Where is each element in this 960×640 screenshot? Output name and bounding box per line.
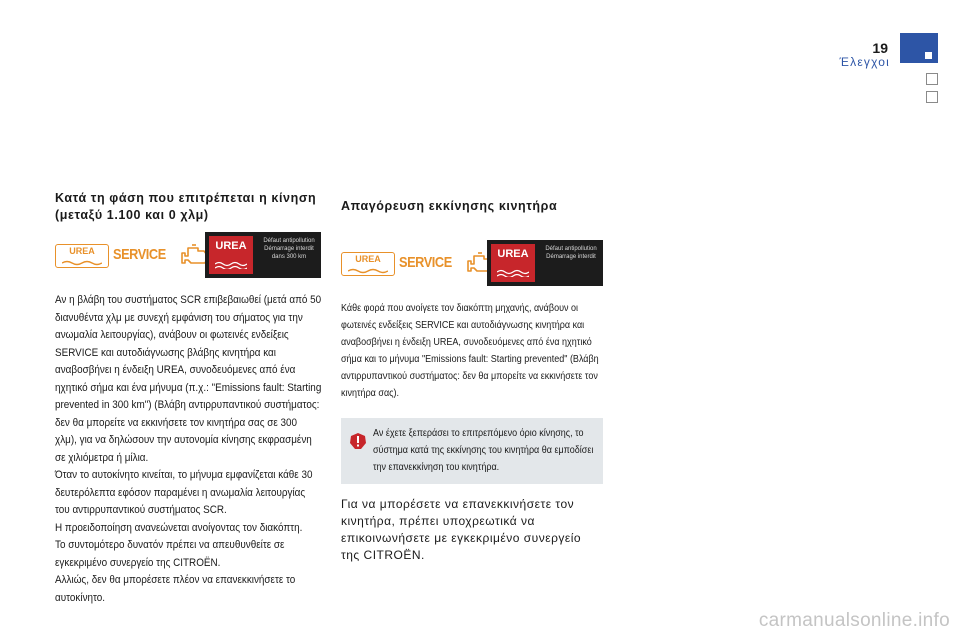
wave-icon	[497, 269, 529, 277]
paragraph: Αν η βλάβη του συστήματος SCR επιβεβαιωθεί (μετά από 50 διανυθέντα χλμ με συνεχή εμφάνιση του σήματος για την ανωμαλία λειτουργίας), ανάβουν οι φωτεινές ενδείξεις SERVICE και αυτοδιάγνωσης βλάβης κινητήρα και αναβοσβήνει η ένδειξη UREA, συνοδευόμενες από ένα ηχητικό σήμα και ένα μήνυμα (π.χ.: "Emissions fault: Starting prevented in 300 km") (Βλάβη αντιρρυπαντικού συστήματος: δεν θα μπορείτε να εκκινήσετε τον κινητήρα σας σε 300 χλμ), για να δηλώσουν την αυτονομία κίνησης εκφρασμένη σε χιλιόμετρα ή μίλια.	[55, 294, 322, 464]
urea-display-badge	[209, 236, 253, 274]
right-body-text	[341, 300, 602, 402]
wave-icon	[215, 261, 247, 269]
nav-box-1[interactable]	[926, 73, 938, 85]
warning-lights-row	[341, 240, 603, 286]
wave-icon	[62, 260, 102, 266]
wave-icon	[348, 268, 388, 274]
urea-display-screen	[487, 240, 603, 286]
urea-display-screen	[205, 232, 321, 278]
paragraph: Αλλιώς, δεν θα μπορέσετε πλέον να επανεκκινήσετε το αυτοκίνητο.	[55, 574, 296, 604]
left-heading: Κατά τη φάση που επιτρέπεται η κίνηση (μεταξύ 1.100 και 0 χλμ)	[55, 191, 317, 222]
urea-display-badge	[491, 244, 535, 282]
urea-icon-label: UREA	[355, 254, 381, 264]
urea-warning-icon	[341, 252, 395, 276]
right-heading: Απαγόρευση εκκίνησης κινητήρα	[341, 199, 558, 213]
paragraph: Κάθε φορά που ανοίγετε τον διακόπτη μηχανής, ανάβουν οι φωτεινές ενδείξεις SERVICE και αυτοδιάγνωσης κινητήρα και αναβοσβήνει η ένδειξη UREA, συνοδευόμενες από ένα ηχητικό σήμα και το μήνυμα "Emissions fault: Starting prevented" (Βλάβη αντιρρυπαντικού συστήματος: δεν θα μπορείτε να εκκινήσετε τον κινητήρα σας).	[341, 303, 599, 399]
urea-warning-icon	[55, 244, 109, 268]
section-tab[interactable]	[900, 33, 938, 63]
final-instruction: Για να μπορέσετε να επανεκκινήσετε τον κινητήρα, πρέπει υποχρεωτικά να επικοινωνήσετε με εγκεκριμένο συνεργείο της CITROËN.	[341, 497, 582, 562]
display-message: Défaut antipollution Démarrage interdit	[545, 246, 597, 260]
nav-box-2[interactable]	[926, 91, 938, 103]
warning-notice-box	[341, 418, 603, 484]
warning-lights-row	[55, 232, 321, 278]
urea-badge-label: UREA	[215, 240, 247, 252]
right-column	[341, 190, 603, 564]
service-warning-icon: SERVICE	[399, 254, 452, 271]
urea-icon-label: UREA	[69, 246, 95, 256]
watermark: carmanualsonline.info	[758, 610, 950, 631]
paragraph: Το συντομότερο δυνατόν πρέπει να απευθυνθείτε σε εγκεκριμένο συνεργείο της CITROËN.	[55, 539, 285, 569]
service-warning-icon: SERVICE	[113, 246, 166, 263]
alert-icon	[349, 432, 367, 450]
tab-marker-icon	[925, 52, 932, 59]
section-label: Έλεγχοι	[839, 55, 890, 69]
page-number: 19	[872, 40, 888, 56]
left-column	[55, 190, 321, 607]
urea-badge-label: UREA	[497, 248, 529, 260]
left-body-text	[55, 292, 321, 607]
display-message: Défaut antipollution Démarrage interdit dans 300 km	[263, 238, 315, 260]
notice-text: Αν έχετε ξεπεράσει το επιτρεπόμενο όριο κίνησης, το σύστημα κατά της εκκίνησης του κινητήρα θα εμποδίσει την επανεκκίνηση του κινητήρα.	[373, 428, 594, 473]
paragraph: Όταν το αυτοκίνητο κινείται, το μήνυμα εμφανίζεται κάθε 30 δευτερόλεπτα εφόσον παραμένει η ανωμαλία λειτουργίας του αντιρρυπαντικού συστήματος SCR.	[55, 469, 313, 516]
paragraph: Η προειδοποίηση ανανεώνεται ανοίγοντας τον διακόπτη.	[55, 521, 303, 534]
